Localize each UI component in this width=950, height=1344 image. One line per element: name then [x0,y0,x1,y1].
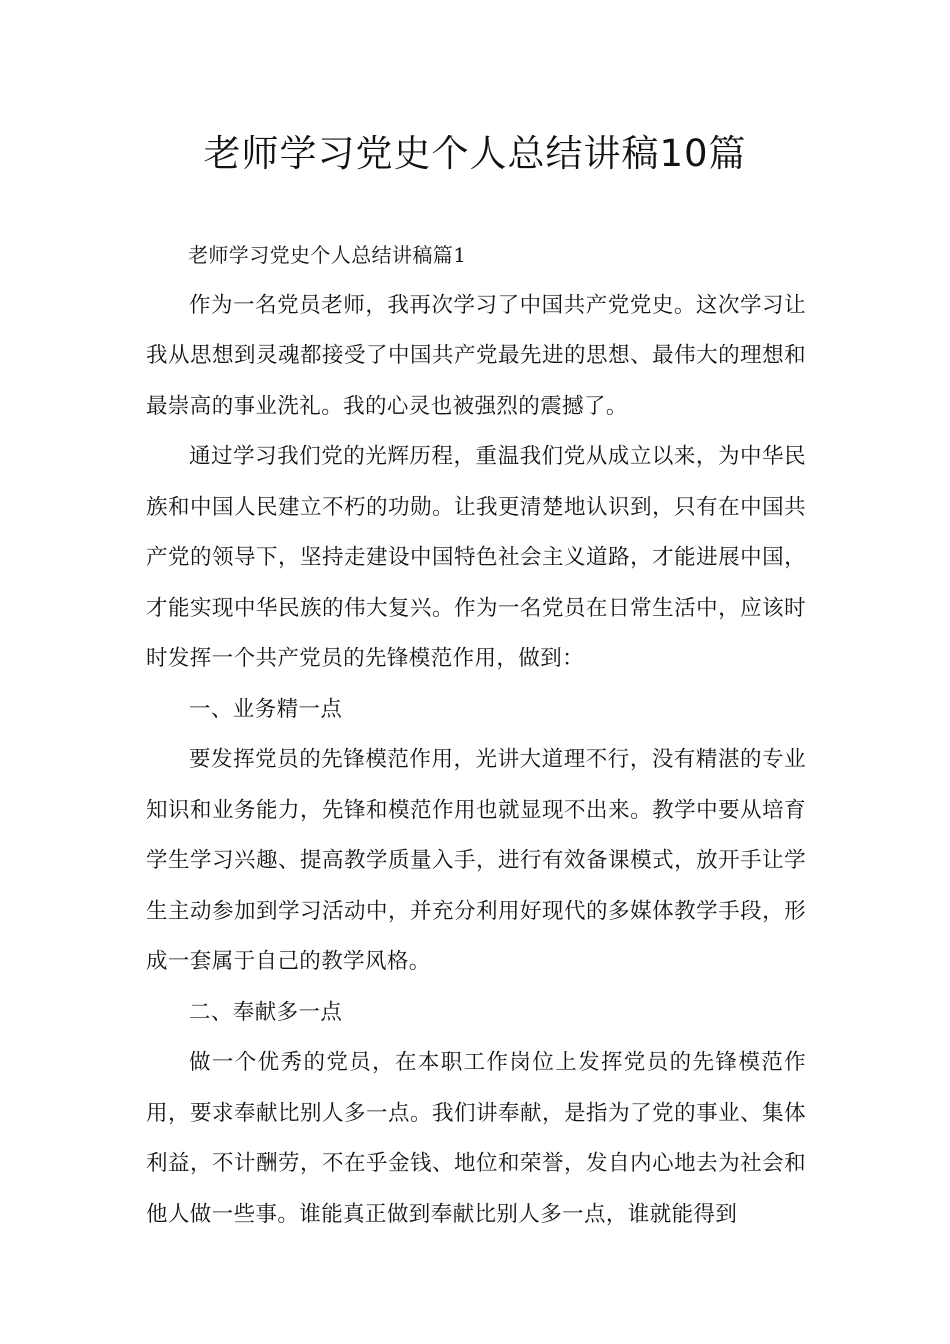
paragraph: 通过学习我们党的光辉历程，重温我们党从成立以来，为中华民族和中国人民建立不朽的功勋。让我更清楚地认识到，只有在中国共产党的领导下，坚持走建设中国特色社会主义道路，才能进展中国，才能实现中华民族的伟大复兴。作为一名党员在日常生活中，应该时时发挥一个共产党员的先锋模范作用，做到： [146,444,806,671]
paragraph: 作为一名党员老师，我再次学习了中国共产党党史。这次学习让我从思想到灵魂都接受了中国共产党最先进的思想、最伟大的理想和最崇高的事业洗礼。我的心灵也被强烈的震撼了。 [146,292,806,419]
section-heading: 二、奉献多一点 [189,999,343,1025]
document-body [146,230,806,1240]
paragraph: 要发挥党员的先锋模范作用，光讲大道理不行，没有精湛的专业知识和业务能力，先锋和模范作用也就显现不出来。教学中要从培育学生学习兴趣、提高教学质量入手，进行有效备课模式，放开手让学生主动参加到学习活动中，并充分利用好现代的多媒体教学手段，形成一套属于自己的教学风格。 [146,747,806,974]
paragraph: 做一个优秀的党员，在本职工作岗位上发挥党员的先锋模范作用，要求奉献比别人多一点。我们讲奉献，是指为了党的事业、集体利益，不计酬劳，不在乎金钱、地位和荣誉，发自内心地去为社会和他人做一些事。谁能真正做到奉献比别人多一点，谁就能得到 [146,1050,806,1227]
section-subtitle: 老师学习党史个人总结讲稿篇1 [188,243,467,267]
section-heading: 一、业务精一点 [189,696,343,722]
document-title: 老师学习党史个人总结讲稿10篇 [203,132,747,175]
